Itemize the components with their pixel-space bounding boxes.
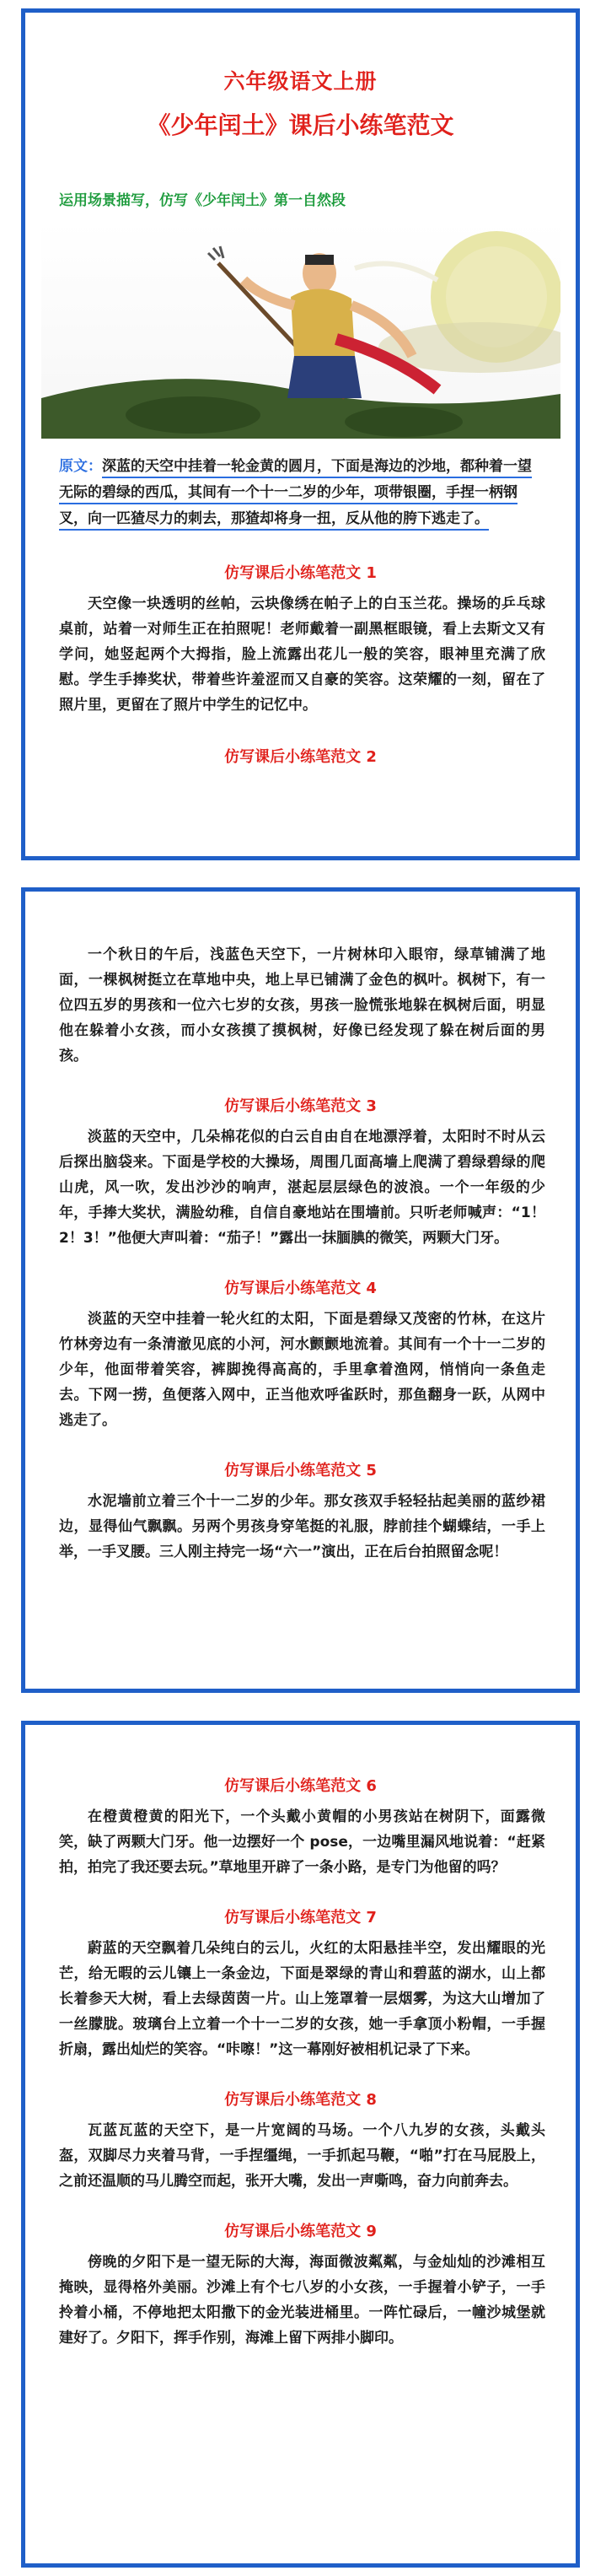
essay-body-1: 天空像一块透明的丝帕，云块像绣在帕子上的白玉兰花。操场的乒乓球桌前，站着一对师生正在拍照呢！老师戴着一副黑框眼镜，看上去斯文又有学问，她竖起两个大拇指，脸上流露出花儿一般的笑容，眼神里充满了欣慰。学生手捧奖状，带着些许羞涩而又自豪的笑容。这荣耀的一刻，留在了照片里，更留在了照片中学生的记忆中。 bbox=[59, 595, 545, 714]
essay-title-6: 仿写课后小练笔范文 6 bbox=[224, 1777, 377, 1795]
essay-title-3: 仿写课后小练笔范文 3 bbox=[224, 1097, 377, 1115]
essay-title-1: 仿写课后小练笔范文 1 bbox=[224, 564, 377, 582]
essay-title-9: 仿写课后小练笔范文 9 bbox=[224, 2223, 377, 2240]
essay-body-7: 蔚蓝的天空飘着几朵纯白的云儿，火红的太阳悬挂半空，发出耀眼的光芒，给无暇的云儿镶上一条金边，下面是翠绿的青山和碧蓝的湖水，山上都长着参天大树，看上去绿茵茵一片。山上笼罩着一层烟雾，为这大山增加了一丝朦胧。玻璃台上立着一个十一二岁的女孩，她一手拿顶小粉帽，一手握折扇，露出灿烂的笑容。“咔嚓！”这一幕刚好被相机记录了下来。 bbox=[59, 1940, 545, 2058]
illustration-boy-with-pitchfork bbox=[41, 221, 560, 439]
essay-body-2: 一个秋日的午后，浅蓝色天空下，一片树林印入眼帘，绿草铺满了地面，一棵枫树挺立在草地中央，地上早已铺满了金色的枫叶。枫树下，有一位四五岁的男孩和一位六七岁的女孩，男孩一脸慌张地躲在枫树后面，明显他在躲着小女孩，而小女孩摸了摸枫树，好像已经发现了躲在树后面的男孩。 bbox=[59, 946, 545, 1064]
essay-body-5: 水泥墙前立着三个十一二岁的少年。那女孩双手轻轻拈起美丽的蓝纱裙边，显得仙气飘飘。另两个男孩身穿笔挺的礼服，脖前挂个蝴蝶结，一手上举，一手叉腰。三人刚主持完一场“六一”演出，正在后台拍照留念呢！ bbox=[59, 1493, 545, 1560]
essay-title-4: 仿写课后小练笔范文 4 bbox=[224, 1280, 377, 1297]
essay-title-2: 仿写课后小练笔范文 2 bbox=[224, 748, 377, 766]
essay-body-8: 瓦蓝瓦蓝的天空下，是一片宽阔的马场。一个八九岁的女孩，头戴头盔，双脚尽力夹着马背，一手捏缰绳，一手抓起马鞭，“啪”打在马屁股上，之前还温顺的马儿腾空而起，张开大嘴，发出一声嘶鸣，奋力向前奔去。 bbox=[59, 2122, 545, 2190]
essay-title-7: 仿写课后小练笔范文 7 bbox=[224, 1909, 377, 1927]
essay-title-8: 仿写课后小练笔范文 8 bbox=[224, 2091, 377, 2109]
page-subtitle: 《少年闰土》课后小练笔范文 bbox=[147, 111, 454, 139]
panel-2 bbox=[21, 887, 580, 1693]
page-title: 六年级语文上册 bbox=[223, 69, 378, 94]
panel-3 bbox=[21, 1721, 580, 2568]
essay-body-9: 傍晚的夕阳下是一望无际的大海，海面微波粼粼，与金灿灿的沙滩相互掩映，显得格外美丽。沙滩上有个七八岁的小女孩，一手握着小铲子，一手拎着小桶，不停地把太阳撒下的金光装进桶里。一阵忙碌后，一幢沙城堡就建好了。夕阳下，挥手作别，海滩上留下两排小脚印。 bbox=[59, 2254, 545, 2347]
essay-body-4: 淡蓝的天空中挂着一轮火红的太阳，下面是碧绿又茂密的竹林，在这片竹林旁边有一条清澈见底的小河，河水颤颤地流着。其间有一个十一二岁的少年，他面带着笑容，裤脚挽得高高的，手里拿着渔网，悄悄向一条鱼走去。下网一捞，鱼便落入网中，正当他欢呼雀跃时，那鱼翻身一跃，从网中逃走了。 bbox=[59, 1311, 545, 1429]
usage-scenario: 运用场景描写，仿写《少年闰土》第一自然段 bbox=[59, 192, 346, 209]
original-passage: 深蓝的天空中挂着一轮金黄的圆月，下面是海边的沙地，都种着一望无际的碧绿的西瓜，其间有一个十一二岁的少年，项带银圈，手捏一柄钢叉，向一匹猹尽力的刺去，那猹却将身一扭，反从他的胯下逃走了。 bbox=[59, 458, 532, 531]
original-text bbox=[59, 454, 545, 532]
essay-body-3: 淡蓝的天空中，几朵棉花似的白云自由自在地漂浮着，太阳时不时从云后探出脑袋来。下面是学校的大操场，周围几面高墙上爬满了碧绿碧绿的爬山虎，风一吹，发出沙沙的响声，湛起层层绿色的波浪。一个一年级的少年，手捧大奖状，满脸幼稚，自信自豪地站在围墙前。只听老师喊声：“1！2！3！”他便大声叫着：“茄子！”露出一抹腼腆的微笑，两颗大门牙。 bbox=[59, 1129, 545, 1247]
essay-title-5: 仿写课后小练笔范文 5 bbox=[224, 1462, 377, 1479]
essay-body-6: 在橙黄橙黄的阳光下，一个头戴小黄帽的小男孩站在树阴下，面露微笑，缺了两颗大门牙。他一边摆好一个 pose，一边嘴里漏风地说着：“赶紧拍，拍完了我还要去玩。”草地里开辟了一条小路，是专门为他留的吗？ bbox=[59, 1808, 545, 1876]
panel-1 bbox=[21, 8, 580, 860]
original-label: 原文： bbox=[59, 458, 102, 475]
